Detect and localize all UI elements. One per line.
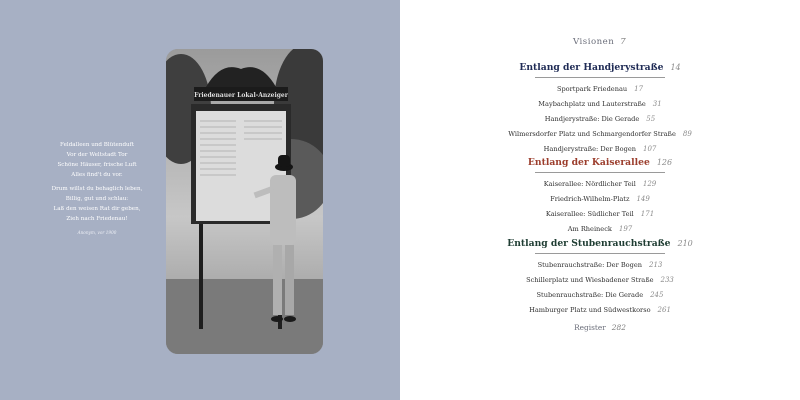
poem-line: Schöne Häuser, frische Luft [57,162,137,168]
toc-intro-title: Visionen [573,37,615,47]
entry-title: Stubenrauchstraße: Der Bogen [537,261,643,269]
man-leg-right [285,245,294,315]
section-page: 14 [670,63,681,72]
entry-page: 31 [652,100,662,108]
toc-entry[interactable] [400,288,800,303]
toc-intro[interactable] [573,37,626,47]
toc-intro-page: 7 [620,37,627,47]
right-page-contents [400,0,800,400]
toc-entry[interactable] [400,82,800,97]
toc-section-handjerystrasse [400,62,800,157]
hat [278,155,290,167]
section-title[interactable] [400,238,800,249]
register-page: 282 [611,323,626,332]
man-leg-left [273,245,282,315]
poem-line: Alles find't du vor. [71,172,123,178]
poem-line: Laß den weisen Rat dir geben, [53,206,141,212]
entry-title: Friedrich-Wilhelm-Platz [550,195,630,203]
toc-entry[interactable] [400,192,800,207]
divider [535,172,665,173]
entry-title: Maybachplatz und Lauterstraße [538,100,646,108]
entry-title: Kaiserallee: Südlicher Teil [545,210,634,218]
historic-photo [166,49,323,354]
poem-stanza-2 [38,184,156,224]
entry-page: 89 [682,130,692,138]
toc-entry[interactable] [400,97,800,112]
toc-entry[interactable] [400,222,800,237]
entry-page: 129 [642,180,657,188]
toc-register[interactable] [400,323,800,332]
entry-page: 197 [618,225,633,233]
entry-title: Am Rheineck [567,225,612,233]
entry-title: Schillerplatz und Wiesbadener Straße [526,276,654,284]
poem-line: Feldalleen und Blütenduft [60,142,134,148]
section-page: 126 [656,158,673,167]
entry-title: Wilmersdorfer Platz und Schmargendorfer Straße [508,130,676,138]
poem-line: Drum willst du behaglich leben, [51,186,143,192]
street-ground [166,279,323,354]
section-title-text: Entlang der Kaiserallee [527,157,650,168]
epigraph-poem [38,140,156,238]
section-title-text: Entlang der Handjerystraße [519,62,664,73]
entry-page: 55 [646,115,656,123]
entry-page: 213 [649,261,663,269]
divider [535,253,665,254]
entry-title: Kaiserallee: Nördlicher Teil [543,180,636,188]
entry-title: Stubenrauchstraße: Die Gerade [536,291,644,299]
toc-entry[interactable] [400,207,800,222]
toc-entry[interactable] [400,112,800,127]
entry-title: Hamburger Platz und Südwestkorso [529,306,651,314]
entry-title: Handjerystraße: Der Bogen [543,145,636,153]
post-left [199,224,203,329]
entry-page: 17 [634,85,644,93]
toc-entry[interactable] [400,303,800,318]
section-page: 210 [677,239,693,248]
man-coat [270,175,296,245]
toc-section-stubenrauchstrasse [400,238,800,318]
entry-page: 245 [650,291,664,299]
toc-section-kaiserallee [400,157,800,237]
poem-line: Zieh nach Friedenau! [66,216,128,222]
entry-title: Handjerystraße: Die Gerade [544,115,640,123]
poem-line: Billig, gut und schlau: [65,196,129,202]
toc-entry[interactable] [400,258,800,273]
sign-text: Friedenauer Lokal-Anzeiger [194,92,288,99]
entry-page: 107 [642,145,657,153]
section-title-text: Entlang der Stubenrauchstraße [507,238,671,249]
divider [535,77,665,78]
register-title: Register [574,323,606,332]
toc-entry[interactable] [400,142,800,157]
poem-attribution: Anonym, vor 1900 [77,230,117,235]
toc-entry[interactable] [400,273,800,288]
entry-page: 233 [660,276,674,284]
poem-line: Vor der Weltstadt Tor [66,152,128,158]
toc-entry[interactable] [400,127,800,142]
section-title[interactable] [400,62,800,73]
entry-page: 261 [657,306,671,314]
toc-entry[interactable] [400,177,800,192]
entry-page: 149 [636,195,650,203]
poem-stanza-1 [38,140,156,180]
entry-title: Sportpark Friedenau [556,85,628,93]
entry-page: 171 [640,210,655,218]
section-title[interactable] [400,157,800,168]
